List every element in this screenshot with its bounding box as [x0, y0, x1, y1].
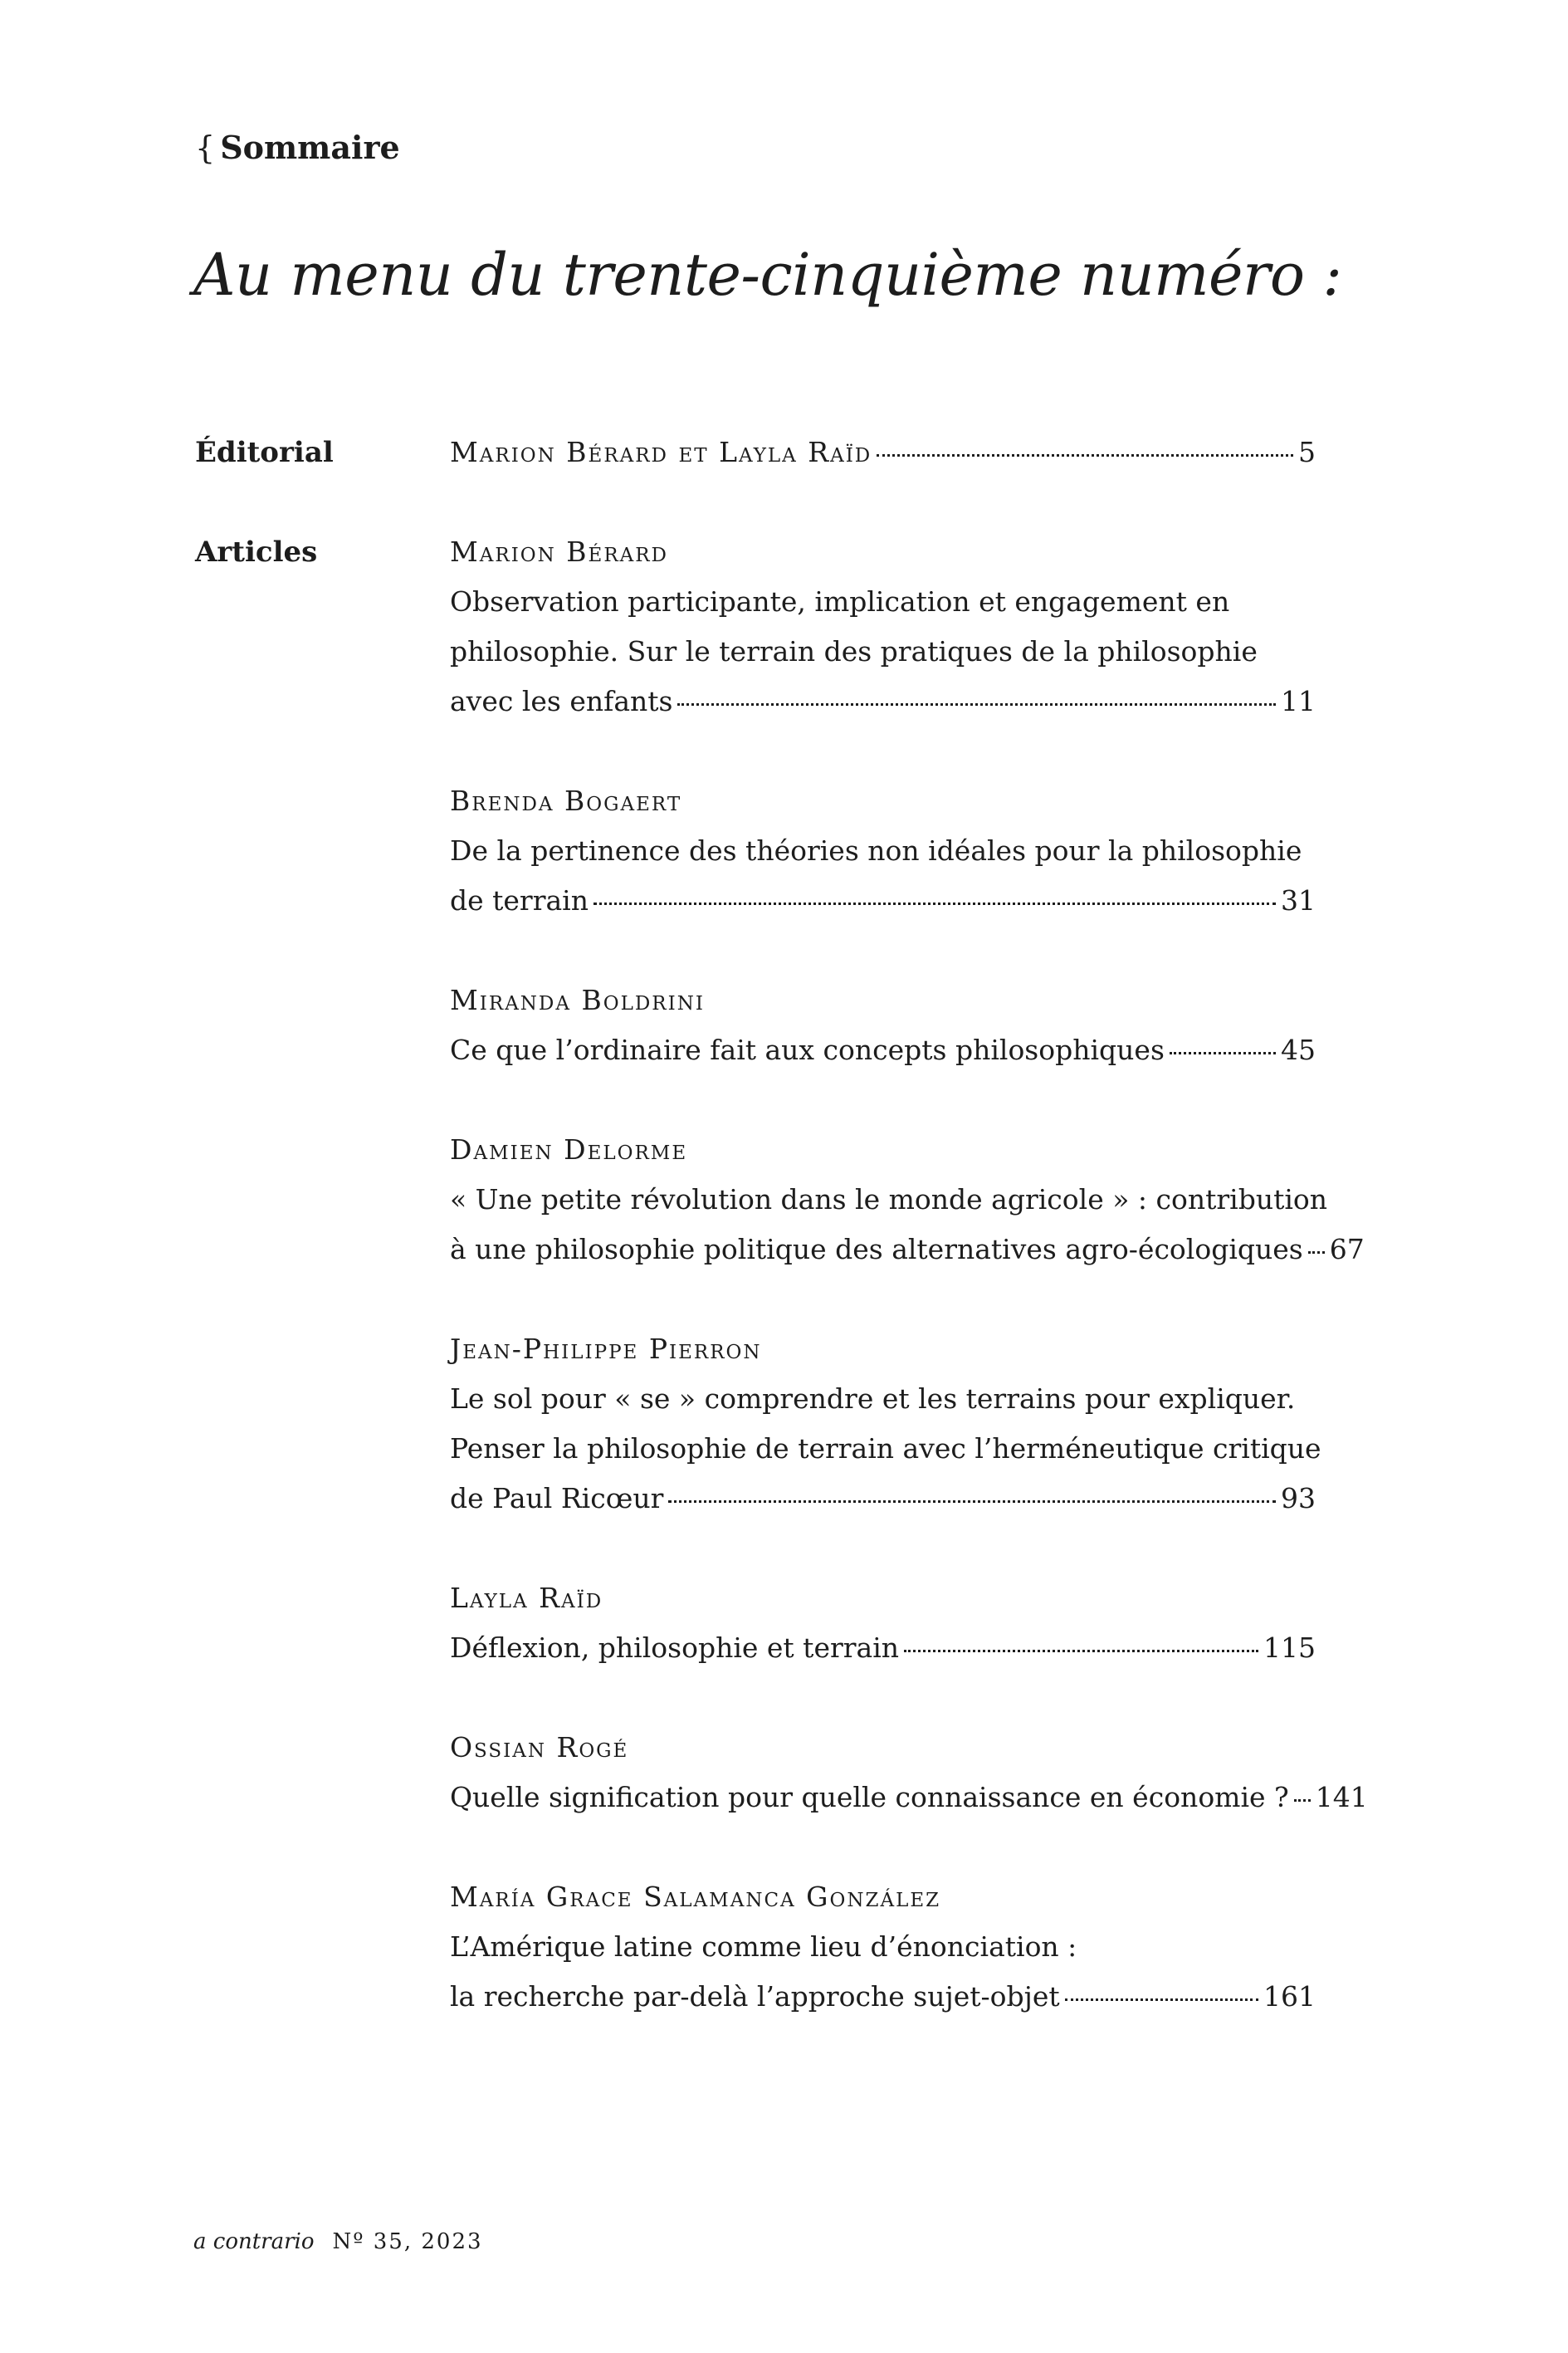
page-number: 5	[1298, 436, 1316, 468]
toc-entry-article[interactable]	[450, 1125, 1365, 1274]
entry-author: Miranda Boldrini	[450, 984, 705, 1016]
toc-entry-line	[450, 1225, 1365, 1274]
toc-entry-line	[450, 1623, 1316, 1673]
page-number: 141	[1315, 1781, 1368, 1813]
page-number: 11	[1281, 685, 1316, 717]
entry-title	[450, 577, 1316, 677]
entry-title-line: Penser la philosophie de terrain avec l’herméneutique critique	[450, 1432, 1321, 1465]
article-list	[450, 527, 1368, 2022]
entry-title-last-line: Ce que l’ordinaire fait aux concepts philosophiques	[450, 1034, 1165, 1066]
dot-leader	[1294, 1799, 1311, 1802]
dot-leader	[593, 903, 1276, 905]
toc-entry-article[interactable]	[450, 1872, 1316, 2022]
entry-title-line: philosophie. Sur le terrain des pratiques de la philosophie	[450, 635, 1258, 668]
toc-entry-line	[450, 1025, 1316, 1075]
dot-leader	[904, 1650, 1258, 1652]
toc-entry-line	[450, 1972, 1316, 2022]
entry-title-line: L’Amérique latine comme lieu d’énonciation :	[450, 1930, 1077, 1963]
editorial-label: Éditorial	[195, 436, 334, 469]
entry-author: Layla Raïd	[450, 1582, 603, 1614]
section-kicker	[195, 123, 400, 173]
toc-entry-article[interactable]	[450, 1723, 1368, 1822]
page-number: 161	[1263, 1980, 1316, 2013]
entry-title-last-line: la recherche par-delà l’approche sujet-objet	[450, 1980, 1060, 2013]
entry-author: Marion Bérard et Layla Raïd	[450, 436, 872, 468]
page-number: 67	[1329, 1233, 1365, 1265]
dot-leader	[677, 703, 1276, 706]
brace-glyph: {	[195, 130, 216, 166]
articles-section	[195, 527, 1368, 2022]
entry-title-last-line: de terrain	[450, 884, 589, 917]
toc-entry-line	[450, 876, 1316, 926]
entry-title-line: Le sol pour « se » comprendre et les terrains pour expliquer.	[450, 1382, 1296, 1415]
entry-title-line: Observation participante, implication et engagement en	[450, 585, 1230, 618]
entry-title-last-line: Déflexion, philosophie et terrain	[450, 1631, 900, 1664]
articles-label: Articles	[195, 536, 318, 569]
page-number: 45	[1281, 1034, 1316, 1066]
dot-leader	[877, 454, 1293, 457]
page-number: 31	[1281, 884, 1316, 917]
kicker-label: Sommaire	[220, 129, 400, 166]
toc-entry-line	[450, 677, 1316, 726]
entry-title-last-line: Quelle signification pour quelle connaissance en économie ?	[450, 1781, 1289, 1813]
page-number: 115	[1263, 1631, 1316, 1664]
toc-entry-article[interactable]	[450, 1324, 1321, 1524]
toc-entry-line	[450, 1474, 1316, 1524]
toc-entry-editorial[interactable]	[450, 428, 1316, 477]
entry-author: Damien Delorme	[450, 1133, 688, 1166]
toc-entry-article[interactable]	[450, 527, 1316, 726]
entry-title-line: De la pertinence des théories non idéales pour la philosophie	[450, 834, 1302, 867]
entry-title	[450, 1922, 1316, 1972]
toc-entry-article[interactable]	[450, 776, 1316, 926]
page-title: Au menu du trente-cinquième numéro :	[193, 241, 1342, 309]
editorial-section	[195, 428, 1316, 477]
entry-author: Jean-Philippe Pierron	[450, 1333, 762, 1365]
page-footer	[193, 2225, 483, 2258]
entry-title-last-line: avec les enfants	[450, 685, 673, 717]
entry-title-last-line: à une philosophie politique des alternatives agro-écologiques	[450, 1233, 1303, 1265]
editorial-entries	[450, 428, 1316, 477]
entry-author: Marion Bérard	[450, 536, 668, 568]
dot-leader	[1308, 1251, 1325, 1254]
table-of-contents	[195, 428, 1368, 2072]
journal-name: a contrario	[193, 2229, 315, 2254]
entry-author: María Grace Salamanca González	[450, 1881, 941, 1913]
page-number: 93	[1281, 1482, 1316, 1514]
toc-entry-article[interactable]	[450, 976, 1316, 1075]
toc-entry-line	[450, 428, 1316, 477]
toc-entry-line	[450, 1773, 1368, 1822]
dot-leader	[1065, 1998, 1258, 2001]
entry-author: Ossian Rogé	[450, 1731, 629, 1764]
dot-leader	[1170, 1052, 1276, 1054]
entry-title	[450, 826, 1316, 876]
entry-title	[450, 1374, 1321, 1474]
toc-entry-article[interactable]	[450, 1573, 1316, 1673]
dot-leader	[668, 1500, 1276, 1503]
entry-title-line: « Une petite révolution dans le monde agricole » : contribution	[450, 1183, 1328, 1216]
entry-title-last-line: de Paul Ricœur	[450, 1482, 664, 1514]
entry-author: Brenda Bogaert	[450, 785, 682, 817]
entry-title	[450, 1175, 1328, 1225]
issue-number: Nº 35, 2023	[332, 2229, 483, 2254]
